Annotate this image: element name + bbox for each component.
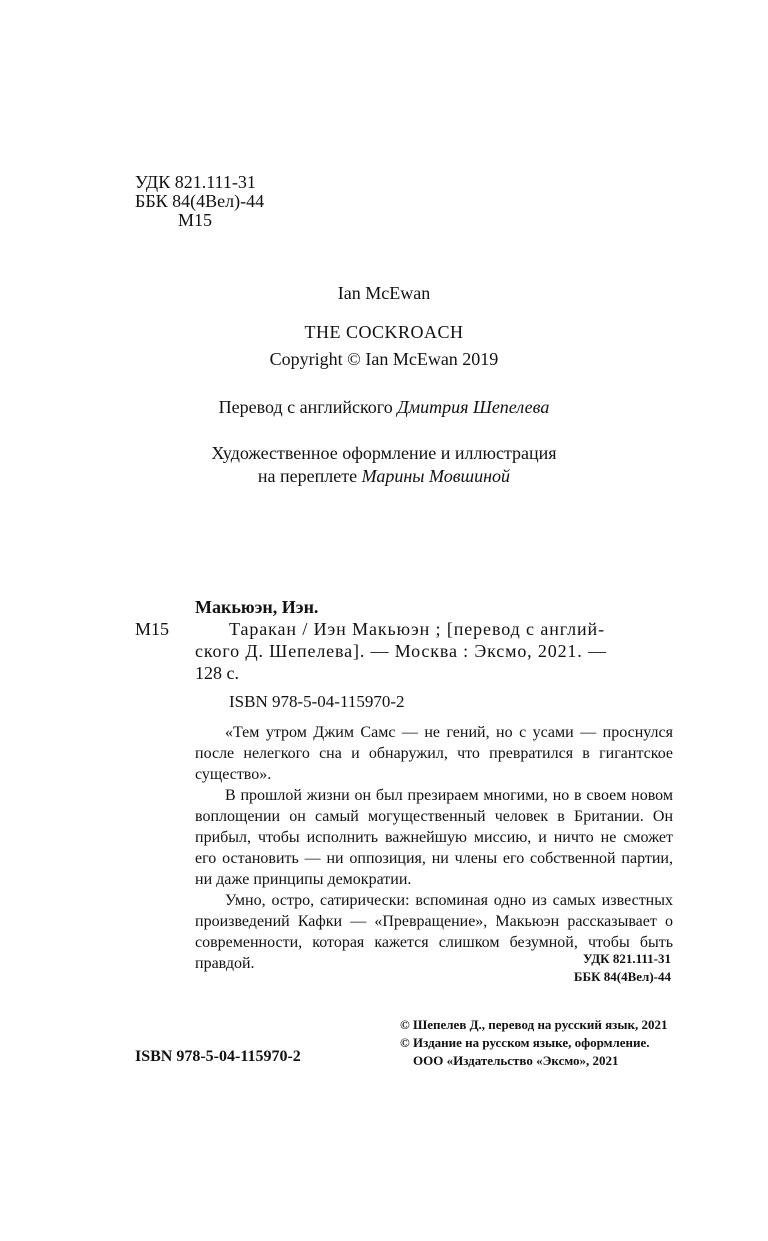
catalog-line-2: ского Д. Шепелева]. — Москва : Эксмо, 2021. —: [195, 641, 607, 661]
catalog-mark: М15: [135, 619, 170, 639]
annotation-paragraph-2: В прошлой жизни он был презираем многими, но в своем новом воплощении он самый могущественный человек в Британии. Он прибыл, чтобы исполнить важнейшую миссию, и ничто не сможет его остановить — ни оппозиция, ни члены его собственной партии, ни даже принципы демократии.: [195, 787, 673, 888]
translator-name: Дмитрия Шепелева: [397, 397, 550, 417]
original-author: Ian McEwan: [337, 283, 431, 303]
imprint-publisher: ООО «Издательство «Эксмо», 2021: [413, 1053, 619, 1068]
copyright-line: Copyright © Ian McEwan 2019: [269, 349, 499, 369]
artist-name: Марины Мовшиной: [361, 466, 511, 486]
annotation-paragraph-3: Умно, остро, сатирически: вспоминая одно из самых известных произведений Кафки — «Превращение», Макьюэн рассказывает о современности, которая кажется слишком безумной, чтобы быть правдой.: [195, 892, 673, 972]
imprint-isbn: ISBN 978-5-04-115970-2: [135, 1048, 301, 1065]
original-title: THE COCKROACH: [304, 322, 464, 342]
art-credit-prefix: на переплете: [257, 466, 358, 486]
catalog-heading: Макьюэн, Иэн.: [195, 597, 319, 617]
annotation: [195, 722, 673, 974]
bbk-code: ББК 84(4Вел)-44: [135, 191, 265, 211]
annotation-udk: УДК 821.111-31: [583, 951, 671, 966]
translation-prefix: Перевод с английского: [218, 397, 393, 417]
art-credit-line2: [0, 465, 768, 487]
catalog-line-1: Таракан / Иэн Макьюэн ; [перевод с англий-: [229, 619, 605, 639]
imprint-edition-copyright: © Издание на русском языке, оформление.: [400, 1035, 650, 1050]
annotation-bbk: ББК 84(4Вел)-44: [573, 969, 671, 984]
imprint-translation-copyright: © Шепелев Д., перевод на русский язык, 2021: [400, 1017, 668, 1032]
author-mark: М15: [178, 210, 213, 230]
udk-code: УДК 821.111-31: [135, 172, 256, 192]
art-credit-line1: Художественное оформление и иллюстрация: [211, 443, 557, 463]
annotation-paragraph-1: «Тем утром Джим Самс — не гений, но с усами — проснулся после нелегкого сна и обнаружил, что превратился в гигантское существо».: [195, 724, 673, 783]
catalog-line-3: 128 с.: [195, 663, 239, 683]
catalog-isbn: ISBN 978-5-04-115970-2: [229, 692, 405, 711]
translation-credit: [0, 396, 768, 418]
